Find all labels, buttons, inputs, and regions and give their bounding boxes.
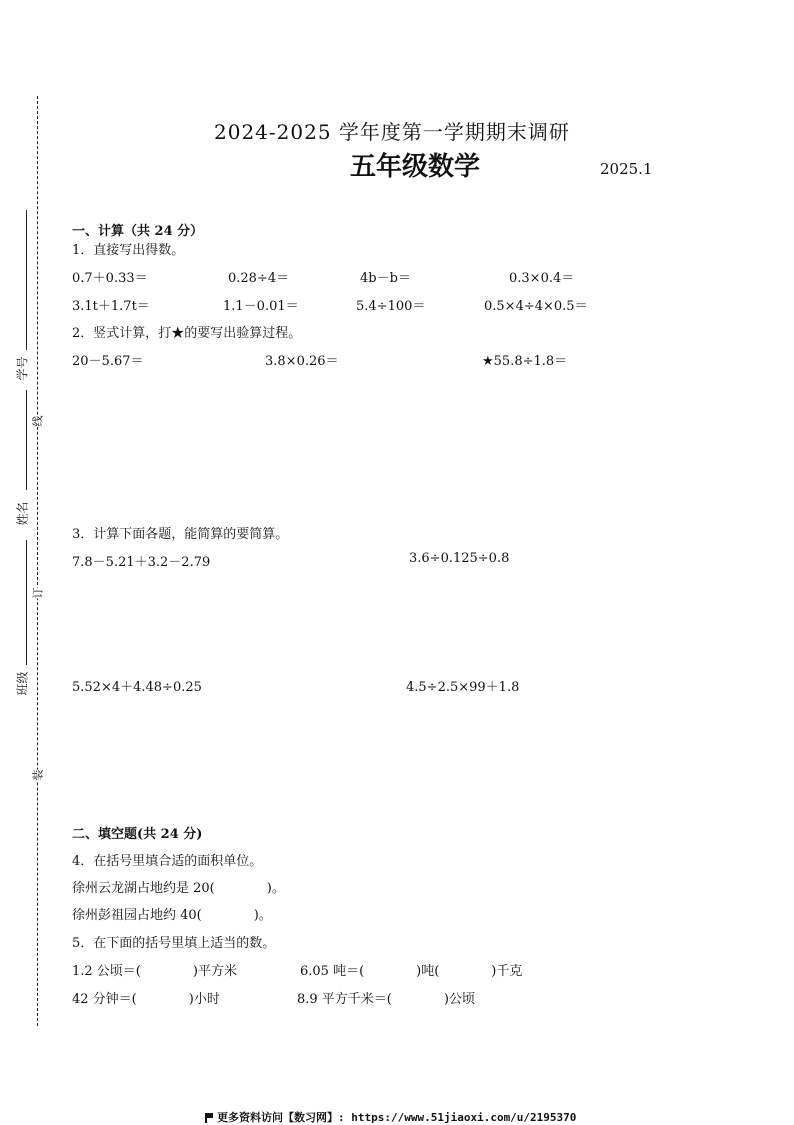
flag-icon xyxy=(205,1113,213,1122)
q1-item: 5.4÷100＝ xyxy=(356,299,426,314)
binding-xian-label: 线 xyxy=(31,415,45,427)
footer-text: 更多资料访问【数习网】: https://www.51jiaoxi.com/u/2195370 xyxy=(217,1111,577,1124)
q3-item: 3.6÷0.125÷0.8 xyxy=(409,551,510,566)
name-label: 姓名 xyxy=(15,501,30,526)
q1-item: 3.1t＋1.7t＝ xyxy=(72,299,150,314)
exam-date: 2025.1 xyxy=(600,160,653,178)
q5-prompt: 5．在下面的括号里填上适当的数。 xyxy=(72,936,276,951)
student-id-blank-line xyxy=(26,210,27,350)
q1-item: 4b－b＝ xyxy=(360,271,411,286)
q1-item: 0.3×0.4＝ xyxy=(509,271,575,286)
student-id-label: 学号 xyxy=(15,356,30,381)
binding-dashed-line xyxy=(37,96,38,1026)
q1-item: 0.7＋0.33＝ xyxy=(72,271,148,286)
footer-link[interactable] xyxy=(205,1109,576,1125)
q1-item: 0.5×4÷4×0.5＝ xyxy=(484,299,588,314)
section2-heading: 二、填空题(共 24 分) xyxy=(72,827,203,842)
binding-ding-label: 订 xyxy=(31,587,45,599)
q1-item: 0.28÷4＝ xyxy=(228,271,290,286)
name-blank-line-top xyxy=(26,390,27,490)
class-blank-line xyxy=(26,540,27,665)
q3-prompt: 3．计算下面各题，能简算的要简算。 xyxy=(72,527,289,542)
exam-subtitle: 五年级数学 xyxy=(350,152,481,182)
q5-item: 1.2 公顷＝( )平方米 xyxy=(72,964,237,979)
q3-item: 7.8－5.21＋3.2－2.79 xyxy=(72,555,211,570)
q2-prompt: 2．竖式计算，打★的要写出验算过程。 xyxy=(72,326,302,341)
q3-item: 5.52×4＋4.48÷0.25 xyxy=(72,680,202,695)
q2-item: 20－5.67＝ xyxy=(72,354,144,369)
q5-item: 42 分钟＝( )小时 xyxy=(72,992,220,1007)
q2-item: 3.8×0.26＝ xyxy=(265,354,339,369)
q1-item: 1.1－0.01＝ xyxy=(223,299,299,314)
q1-prompt: 1．直接写出得数。 xyxy=(72,243,185,258)
q3-item: 4.5÷2.5×99＋1.8 xyxy=(406,680,520,695)
exam-title: 2024-2025 学年度第一学期期末调研 xyxy=(214,120,570,144)
binding-zhuang-label: 装 xyxy=(31,769,45,781)
class-label: 班级 xyxy=(15,671,30,696)
section1-heading: 一、计算（共 24 分） xyxy=(72,224,204,239)
q2-item: ★55.8÷1.8＝ xyxy=(482,354,568,369)
q4-line: 徐州彭祖园占地约 40( )。 xyxy=(72,908,272,923)
q5-item: 6.05 吨＝( )吨( )千克 xyxy=(300,964,523,979)
q5-item: 8.9 平方千米＝( )公顷 xyxy=(297,992,475,1007)
q4-line: 徐州云龙湖占地约是 20( )。 xyxy=(72,881,285,896)
q4-prompt: 4．在括号里填合适的面积单位。 xyxy=(72,854,263,869)
